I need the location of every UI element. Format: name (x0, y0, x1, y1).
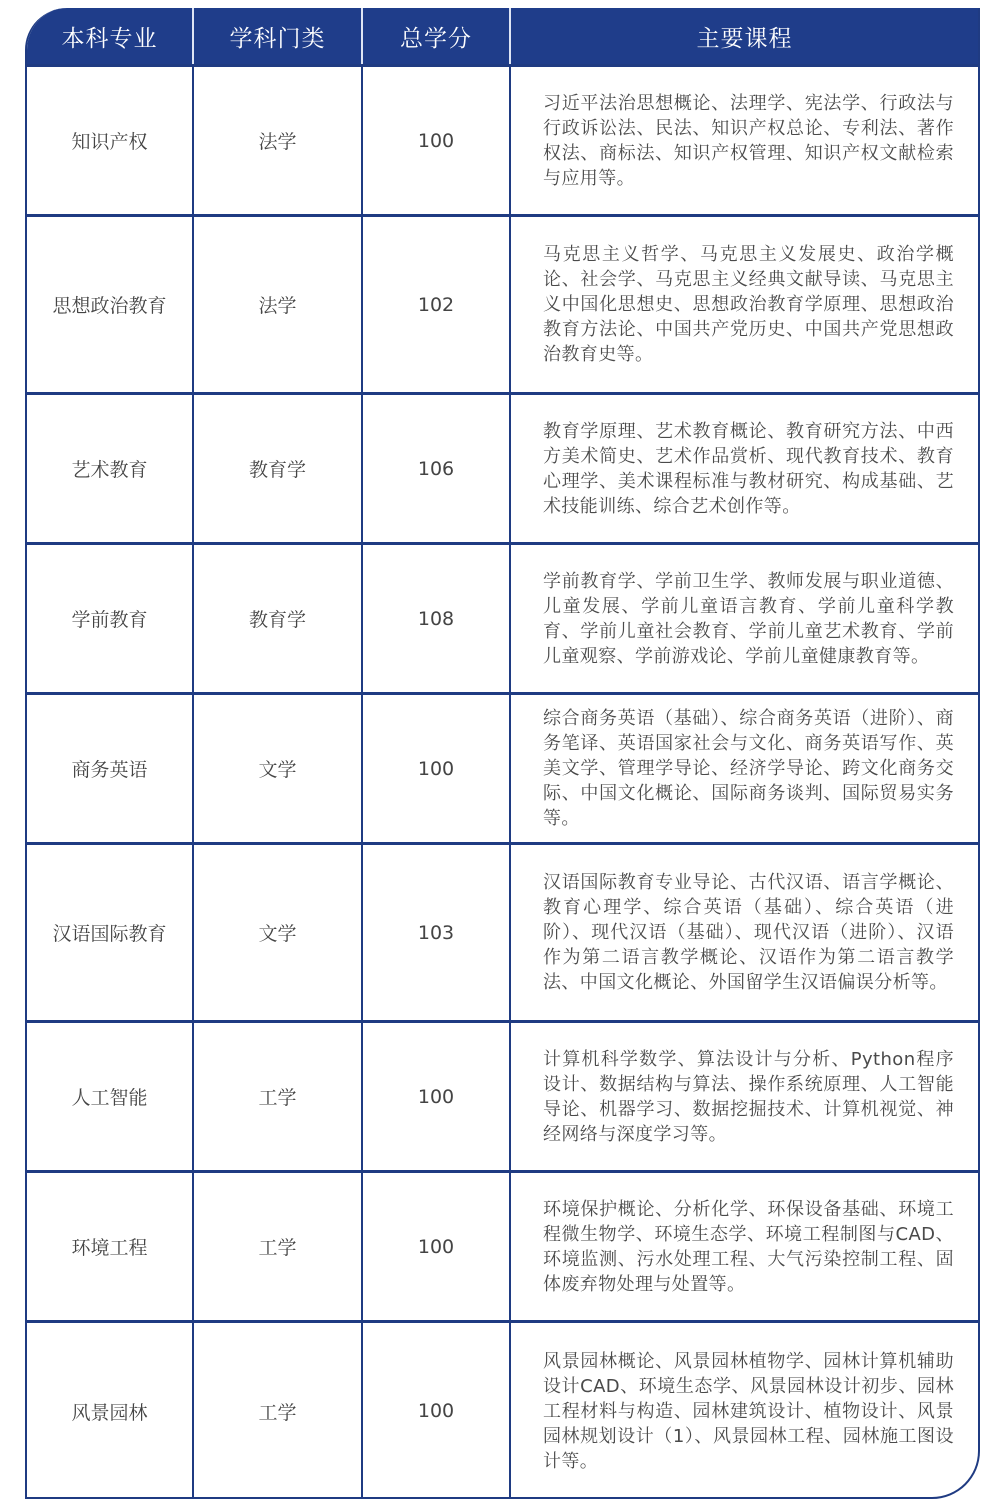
table-row (27, 64, 978, 214)
table-row (27, 542, 978, 692)
table-row (27, 214, 978, 392)
category-cell: 法学 (192, 67, 361, 214)
courses-text: 计算机科学数学、算法设计与分析、Python程序设计、数据结构与算法、操作系统原理、人工智能导论、机器学习、数据挖掘技术、计算机视觉、神经网络与深度学习等。 (543, 1048, 954, 1145)
major-cell: 知识产权 (71, 131, 148, 153)
credits-cell: 100 (361, 1173, 509, 1320)
credits-cell: 100 (361, 1023, 509, 1170)
courses-cell (509, 545, 978, 692)
header-credits: 总学分 (361, 8, 509, 64)
courses-cell (509, 695, 978, 842)
category-cell: 工学 (192, 1323, 361, 1499)
credits-cell: 100 (361, 67, 509, 214)
credits-cell: 100 (361, 695, 509, 842)
table-row (27, 842, 978, 1020)
category-cell: 文学 (192, 695, 361, 842)
credits-cell: 102 (361, 217, 509, 392)
table-row (27, 1020, 978, 1170)
courses-cell (509, 845, 978, 1020)
table-row (27, 392, 978, 542)
major-cell: 学前教育 (71, 609, 148, 631)
courses-text: 马克思主义哲学、马克思主义发展史、政治学概论、社会学、马克思主义经典文献导读、马克思主义中国化思想史、思想政治教育学原理、思想政治教育方法论、中国共产党历史、中国共产党思想政治教育史等。 (543, 244, 954, 365)
table-row (27, 1320, 978, 1499)
credits-cell: 103 (361, 845, 509, 1020)
header-category: 学科门类 (192, 8, 361, 64)
courses-cell (509, 217, 978, 392)
category-cell: 工学 (192, 1173, 361, 1320)
courses-text: 教育学原理、艺术教育概论、教育研究方法、中西方美术简史、艺术作品赏析、现代教育技术、教育心理学、美术课程标准与教材研究、构成基础、艺术技能训练、综合艺术创作等。 (543, 420, 954, 517)
category-cell: 工学 (192, 1023, 361, 1170)
major-cell: 汉语国际教育 (52, 923, 167, 945)
major-cell: 商务英语 (71, 759, 148, 781)
header-courses: 主要课程 (509, 8, 978, 64)
courses-text: 汉语国际教育专业导论、古代汉语、语言学概论、教育心理学、综合英语（基础）、综合英语（进阶）、现代汉语（基础）、现代汉语（进阶）、汉语作为第二语言教学概论、汉语作为第二语言教学法、中国文化概论、外国留学生汉语偏误分析等。 (543, 872, 954, 993)
category-cell: 文学 (192, 845, 361, 1020)
table-header (27, 8, 978, 64)
category-cell: 法学 (192, 217, 361, 392)
credits-cell: 106 (361, 395, 509, 542)
header-major: 本科专业 (61, 25, 158, 52)
table-row (27, 692, 978, 842)
major-cell: 人工智能 (71, 1087, 148, 1109)
courses-text: 习近平法治思想概论、法理学、宪法学、行政法与行政诉讼法、民法、知识产权总论、专利法、著作权法、商标法、知识产权管理、知识产权文献检索与应用等。 (543, 92, 954, 189)
courses-cell (509, 1173, 978, 1320)
curriculum-table (25, 8, 980, 1499)
category-cell: 教育学 (192, 545, 361, 692)
major-cell: 环境工程 (71, 1237, 148, 1259)
courses-cell (509, 395, 978, 542)
major-cell: 风景园林 (71, 1401, 148, 1424)
major-cell: 思想政治教育 (52, 295, 167, 317)
courses-cell (509, 67, 978, 214)
courses-cell (509, 1023, 978, 1170)
courses-text: 综合商务英语（基础）、综合商务英语（进阶）、商务笔译、英语国家社会与文化、商务英语写作、英美文学、管理学导论、经济学导论、跨文化商务交际、中国文化概论、国际商务谈判、国际贸易实务等。 (543, 708, 954, 829)
courses-text: 环境保护概论、分析化学、环保设备基础、环境工程微生物学、环境生态学、环境工程制图与CAD、环境监测、污水处理工程、大气污染控制工程、固体废弃物处理与处置等。 (543, 1198, 954, 1295)
category-cell: 教育学 (192, 395, 361, 542)
courses-cell (509, 1323, 978, 1499)
credits-cell: 108 (361, 545, 509, 692)
courses-text: 风景园林概论、风景园林植物学、园林计算机辅助设计CAD、环境生态学、风景园林设计初步、园林工程材料与构造、园林建筑设计、植物设计、风景园林规划设计（1）、风景园林工程、园林施工图设计等。 (543, 1350, 954, 1472)
credits-cell: 100 (361, 1323, 509, 1499)
table-row (27, 1170, 978, 1320)
courses-text: 学前教育学、学前卫生学、教师发展与职业道德、儿童发展、学前儿童语言教育、学前儿童科学教育、学前儿童社会教育、学前儿童艺术教育、学前儿童观察、学前游戏论、学前儿童健康教育等。 (543, 570, 954, 667)
major-cell: 艺术教育 (71, 459, 148, 481)
